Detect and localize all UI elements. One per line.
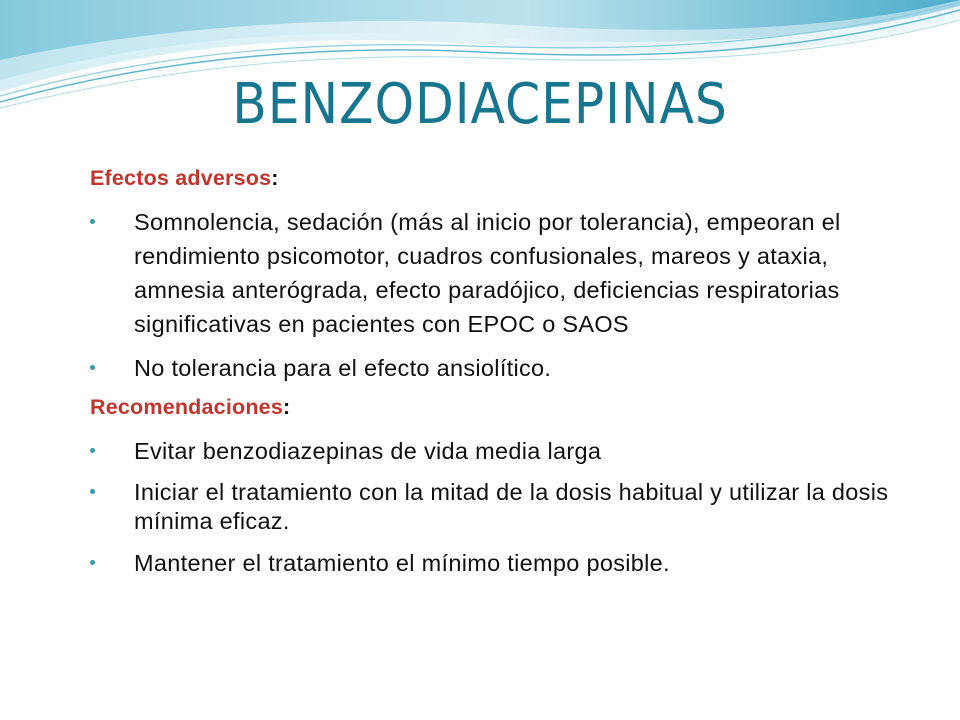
list-item-text: Somnolencia, sedación (más al inicio por tolerancia), empeoran el rendimiento psicomotor, cuadros confusionales, mareos y ataxia, amnesia anterógrada, efecto paradójico, deficiencias respiratorias significativas en pacientes con EPOC o SAOS xyxy=(134,209,841,337)
slide-body xyxy=(90,166,890,590)
list-item-text: Evitar benzodiazepinas de vida media larga xyxy=(134,438,602,464)
recommendations-list xyxy=(90,434,890,580)
list-item xyxy=(90,351,890,385)
list-item-text: No tolerancia para el efecto ansiolítico. xyxy=(134,355,552,381)
adverse-effects-list xyxy=(90,205,890,385)
list-item-text: Iniciar el tratamiento con la mitad de la dosis habitual y utilizar la dosis mínima eficaz. xyxy=(134,479,889,534)
bullet-icon xyxy=(90,489,95,494)
section-heading-adverse-effects xyxy=(90,166,890,191)
list-item xyxy=(90,205,890,341)
slide-title: BENZODIACEPINAS xyxy=(232,72,728,137)
heading-colon: : xyxy=(282,395,291,419)
list-item xyxy=(90,546,890,580)
bullet-icon xyxy=(90,219,95,224)
heading-colon: : xyxy=(271,166,279,190)
bullet-icon xyxy=(90,560,95,565)
section-heading-text: Efectos adversos xyxy=(90,166,272,190)
bullet-icon xyxy=(90,448,95,453)
list-item xyxy=(90,478,890,536)
list-item-text: Mantener el tratamiento el mínimo tiempo posible. xyxy=(134,550,670,576)
bullet-icon xyxy=(90,365,95,370)
section-heading-text: Recomendaciones xyxy=(90,395,283,419)
list-item xyxy=(90,434,890,468)
section-heading-recommendations xyxy=(90,395,890,420)
